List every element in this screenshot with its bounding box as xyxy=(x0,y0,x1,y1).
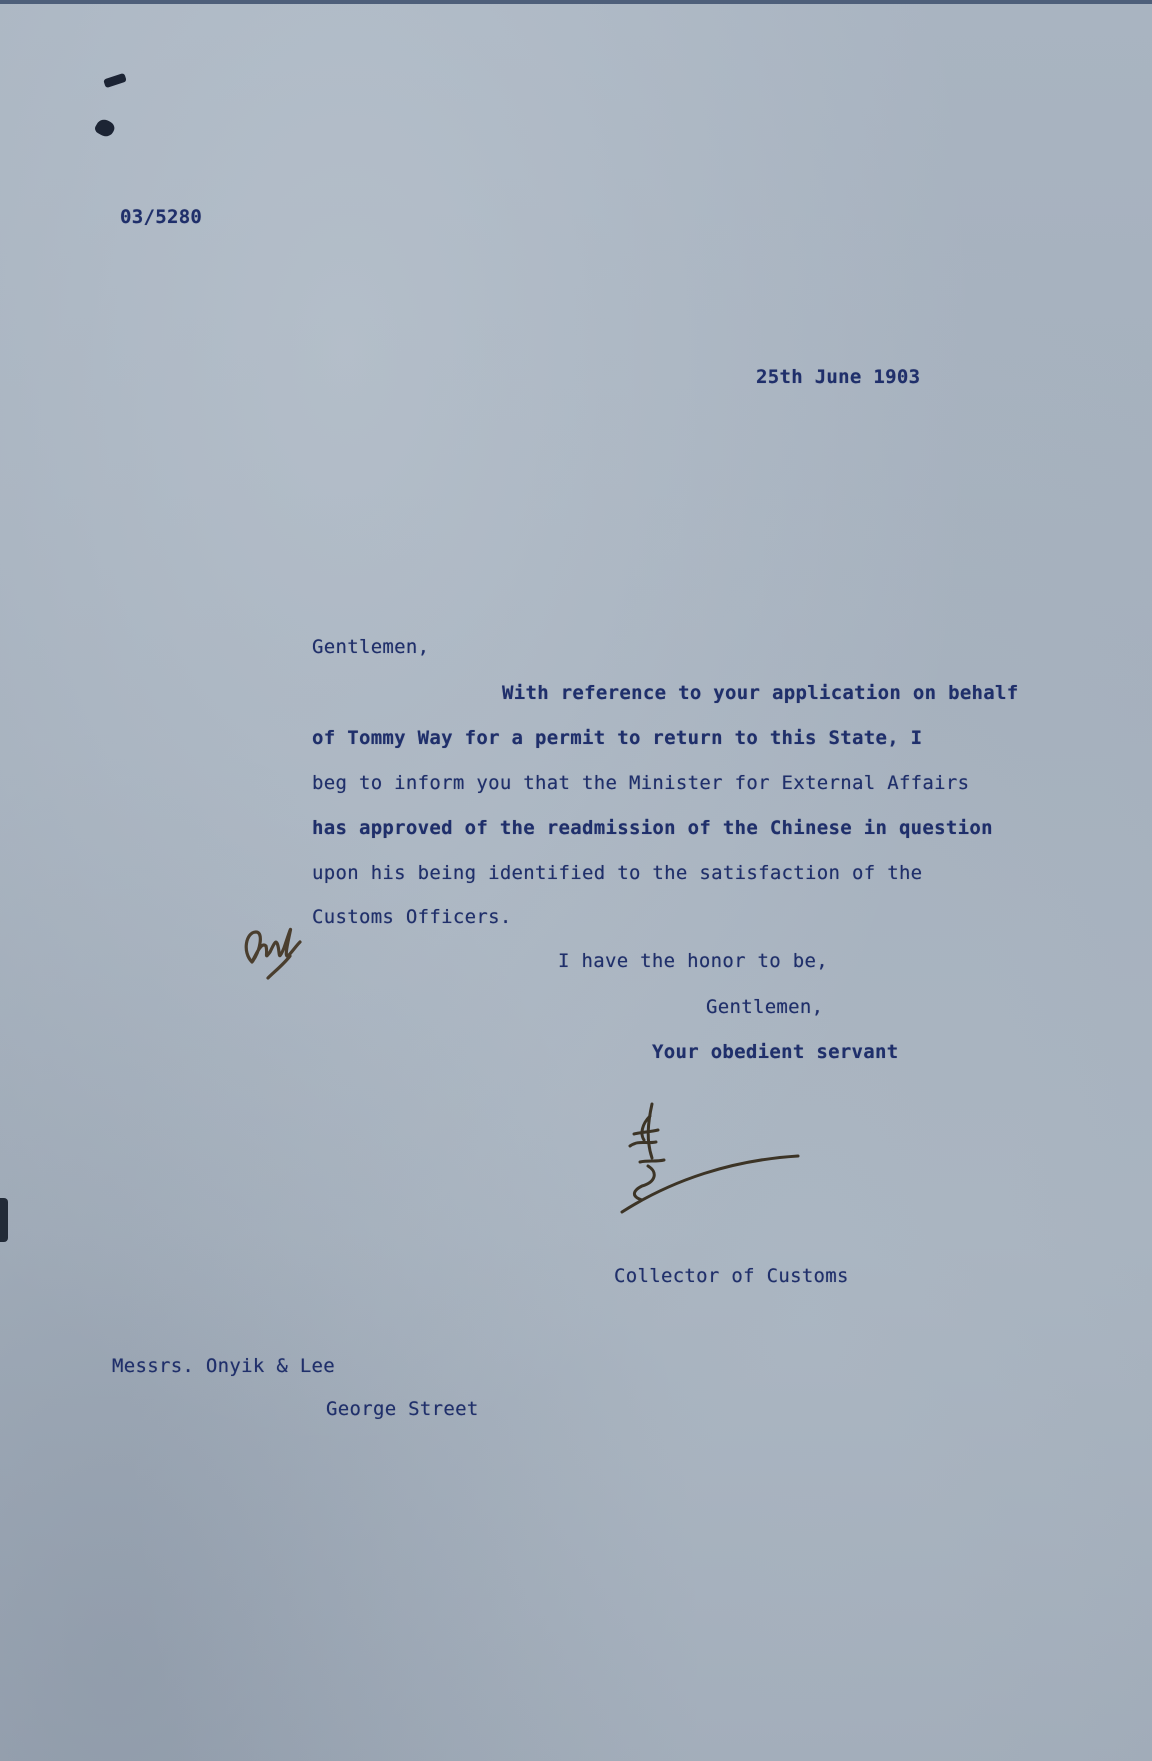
page-top-edge xyxy=(0,0,1152,4)
addressee-street: George Street xyxy=(326,1398,479,1420)
body-line: has approved of the readmission of the Chinese in question xyxy=(312,817,993,839)
body-line: beg to inform you that the Minister for External Affairs xyxy=(312,772,970,794)
body-line: of Tommy Way for a permit to return to this State, I xyxy=(312,727,923,749)
body-line: With reference to your application on behalf xyxy=(502,682,1019,704)
closing-line: I have the honor to be, xyxy=(558,950,828,972)
ink-blot xyxy=(93,117,117,140)
signer-title: Collector of Customs xyxy=(614,1265,849,1287)
closing-line: Your obedient servant xyxy=(652,1041,899,1063)
body-line: Customs Officers. xyxy=(312,906,512,928)
letter-date: 25th June 1903 xyxy=(756,366,921,388)
handwritten-signature xyxy=(612,1100,812,1220)
pencil-initials xyxy=(238,902,310,982)
addressee-name: Messrs. Onyik & Lee xyxy=(112,1355,336,1377)
file-reference: 03/5280 xyxy=(120,206,203,228)
salutation: Gentlemen, xyxy=(312,636,430,658)
ink-blot xyxy=(103,73,127,88)
body-line: upon his being identified to the satisfaction of the xyxy=(312,862,923,884)
closing-line: Gentlemen, xyxy=(706,996,824,1018)
binding-hole-mark xyxy=(0,1198,8,1242)
